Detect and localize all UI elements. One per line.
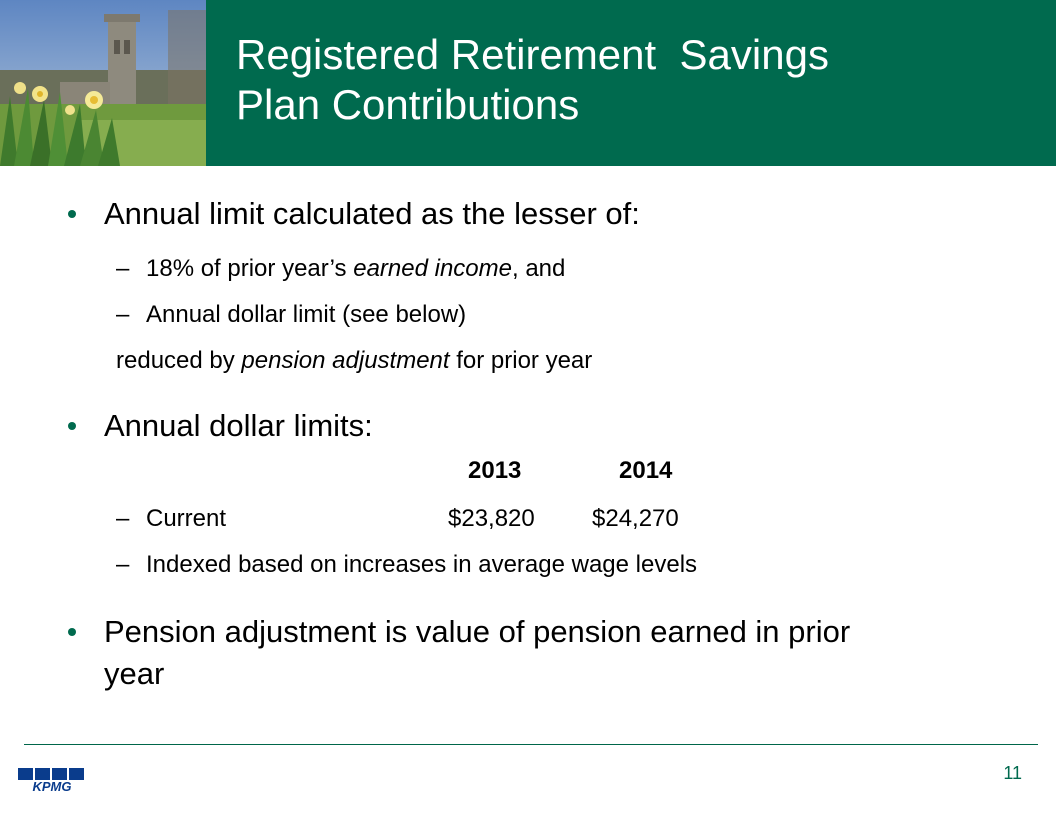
- bullet-pension-adjustment-line-2: year: [104, 656, 165, 691]
- bullet-dot: [68, 628, 76, 636]
- kpmg-logo-mark: [16, 768, 88, 792]
- current-limit-2013: $23,820: [448, 505, 535, 532]
- dash-marker: –: [116, 551, 130, 578]
- dash-marker: –: [116, 301, 130, 328]
- footer-divider: [24, 744, 1038, 745]
- sub-bullet-text: 18% of prior year’s: [146, 255, 354, 282]
- bullet-dot: [68, 210, 76, 218]
- sub-bullet-dollar-limit: Annual dollar limit (see below): [146, 301, 467, 328]
- bullet-annual-limit: Annual limit calculated as the lesser of:: [104, 196, 640, 231]
- note-text: reduced by: [116, 347, 242, 374]
- year-header-2014: 2014: [619, 457, 673, 484]
- slide-title-line-1: Registered Retirement Savings: [236, 31, 829, 78]
- bullet-dot: [68, 422, 76, 430]
- sub-bullet-earned-income: [146, 254, 565, 284]
- title-band: [206, 0, 1056, 166]
- bullet-annual-dollar-limits: Annual dollar limits:: [104, 408, 373, 443]
- slide-title-line-2: Plan Contributions: [236, 81, 580, 128]
- year-header-2013: 2013: [468, 457, 522, 484]
- earned-income-term: earned income: [353, 255, 512, 282]
- sub-bullet-text: , and: [511, 255, 566, 282]
- page-number: 11: [1003, 763, 1022, 783]
- current-row-label: Current: [146, 505, 227, 532]
- kpmg-logo-text: KPMG: [32, 779, 72, 792]
- pension-adjustment-term: pension adjustment: [241, 347, 450, 374]
- campus-photo-image: [0, 0, 206, 166]
- dash-marker: –: [116, 255, 130, 282]
- sub-bullet-indexed: Indexed based on increases in average wage levels: [146, 551, 698, 578]
- current-limit-2014: $24,270: [592, 505, 679, 532]
- slide-title: [236, 30, 829, 130]
- header-photo: [0, 0, 206, 166]
- note-text: for prior year: [449, 347, 593, 374]
- bullet-pension-adjustment-line-1: Pension adjustment is value of pension earned in prior: [104, 614, 851, 649]
- dash-marker: –: [116, 505, 130, 532]
- pension-adjustment-note: [116, 346, 592, 376]
- kpmg-logo: [16, 768, 88, 797]
